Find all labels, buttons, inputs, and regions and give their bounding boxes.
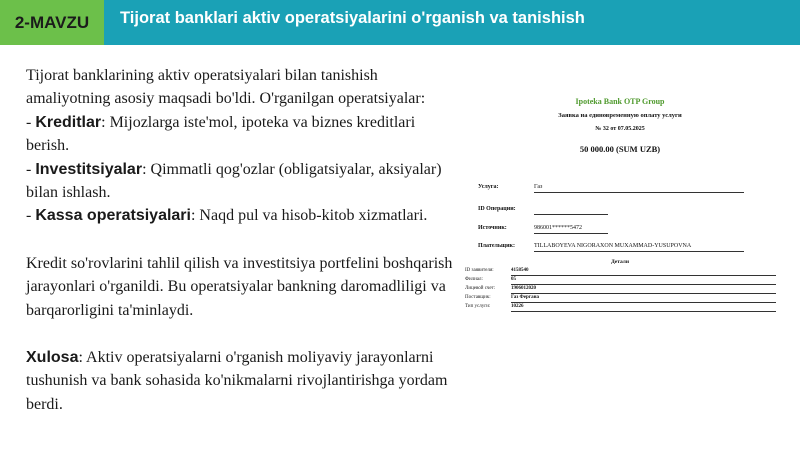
receipt-bank-name: Ipoteka Bank OTP Group: [575, 97, 665, 106]
receipt-detail-row: [465, 304, 776, 313]
receipt-title: Заявка на единовременную оплату услуги: [558, 112, 682, 119]
detail-label: Тип услуги:: [465, 304, 491, 309]
list-item-cash: [26, 204, 458, 227]
receipt-detail-row: [465, 277, 776, 286]
payment-receipt-image: [460, 90, 780, 320]
item-text: : Mijozlarga iste'mol, ipoteka va biznes kreditlari berish.: [26, 113, 416, 155]
detail-value: 1906012020: [511, 286, 536, 291]
item-text: : Naqd pul va hisob-kitob xizmatlari.: [190, 207, 428, 225]
paragraph-analysis: Kredit so'rovlarini tahlil qilish va investitsiya portfelini boshqarish jarayonlari o'rganildi. Bu operatsiyalar bankning daromadliligi va barqarorligini ta'minlaydi.: [26, 254, 453, 319]
field-label: Плательщик:: [478, 243, 516, 249]
list-item-credits: [26, 111, 458, 158]
receipt-detail-row: [465, 295, 776, 304]
detail-label: ID заявителя:: [465, 268, 494, 273]
detail-value: Газ Фергана: [511, 295, 539, 300]
receipt-number: № 32 от 07.05.2025: [595, 126, 645, 132]
field-label: Источник:: [478, 225, 507, 231]
topic-tag: 2-MAVZU: [0, 0, 104, 45]
receipt-detail-row: [465, 268, 776, 277]
list-item-investments: [26, 158, 458, 205]
field-label: ID Операции:: [478, 206, 516, 212]
item-prefix: -: [26, 207, 36, 225]
slide-body: [26, 64, 458, 416]
receipt-detail-row: [465, 286, 776, 295]
item-prefix: -: [26, 160, 36, 178]
keyword-conclusion: Xulosa: [26, 349, 79, 367]
detail-label: Лицевой счет:: [465, 286, 496, 291]
keyword-cash: Kassa operatsiyalari: [35, 207, 191, 225]
receipt-amount: 50 000.00 (SUM UZB): [579, 144, 661, 154]
slide-title: Tijorat banklari aktiv operatsiyalarini o'rganish va tanishish: [120, 9, 585, 27]
detail-value: 4158540: [511, 268, 529, 273]
field-value: 986001******5472: [534, 225, 582, 231]
item-prefix: -: [26, 113, 36, 131]
intro-text: Tijorat banklarining aktiv operatsiyalari bilan tanishish amaliyotning asosiy maqsadi bo'ldi. O'rganilgan operatsiyalar:: [26, 67, 426, 108]
keyword-investments: Investitsiyalar: [35, 160, 143, 178]
field-value: TILLABOYEVA NIGORAXON MUXAMMAD-YUSUPOVNA: [534, 243, 692, 249]
keyword-credits: Kreditlar: [35, 113, 102, 131]
detail-value: 10226: [511, 304, 524, 309]
conclusion-text: [26, 346, 458, 416]
detail-value: 05: [511, 277, 516, 282]
item-text: : Qimmatli qog'ozlar (obligatsiyalar, aksiyalar) bilan ishlash.: [26, 160, 442, 202]
slide-header: [0, 0, 800, 45]
detail-label: Поставщик:: [465, 295, 491, 300]
conclusion-body: : Aktiv operatsiyalarni o'rganish moliyaviy jarayonlarni tushunish va bank sohasida ko'nikmalarni rivojlantirishga yordam berdi.: [26, 349, 448, 413]
receipt-details-title: Детали: [610, 259, 630, 265]
detail-label: Филиал:: [465, 277, 483, 282]
field-label: Услуга:: [478, 184, 499, 190]
field-value: Газ: [534, 184, 543, 190]
